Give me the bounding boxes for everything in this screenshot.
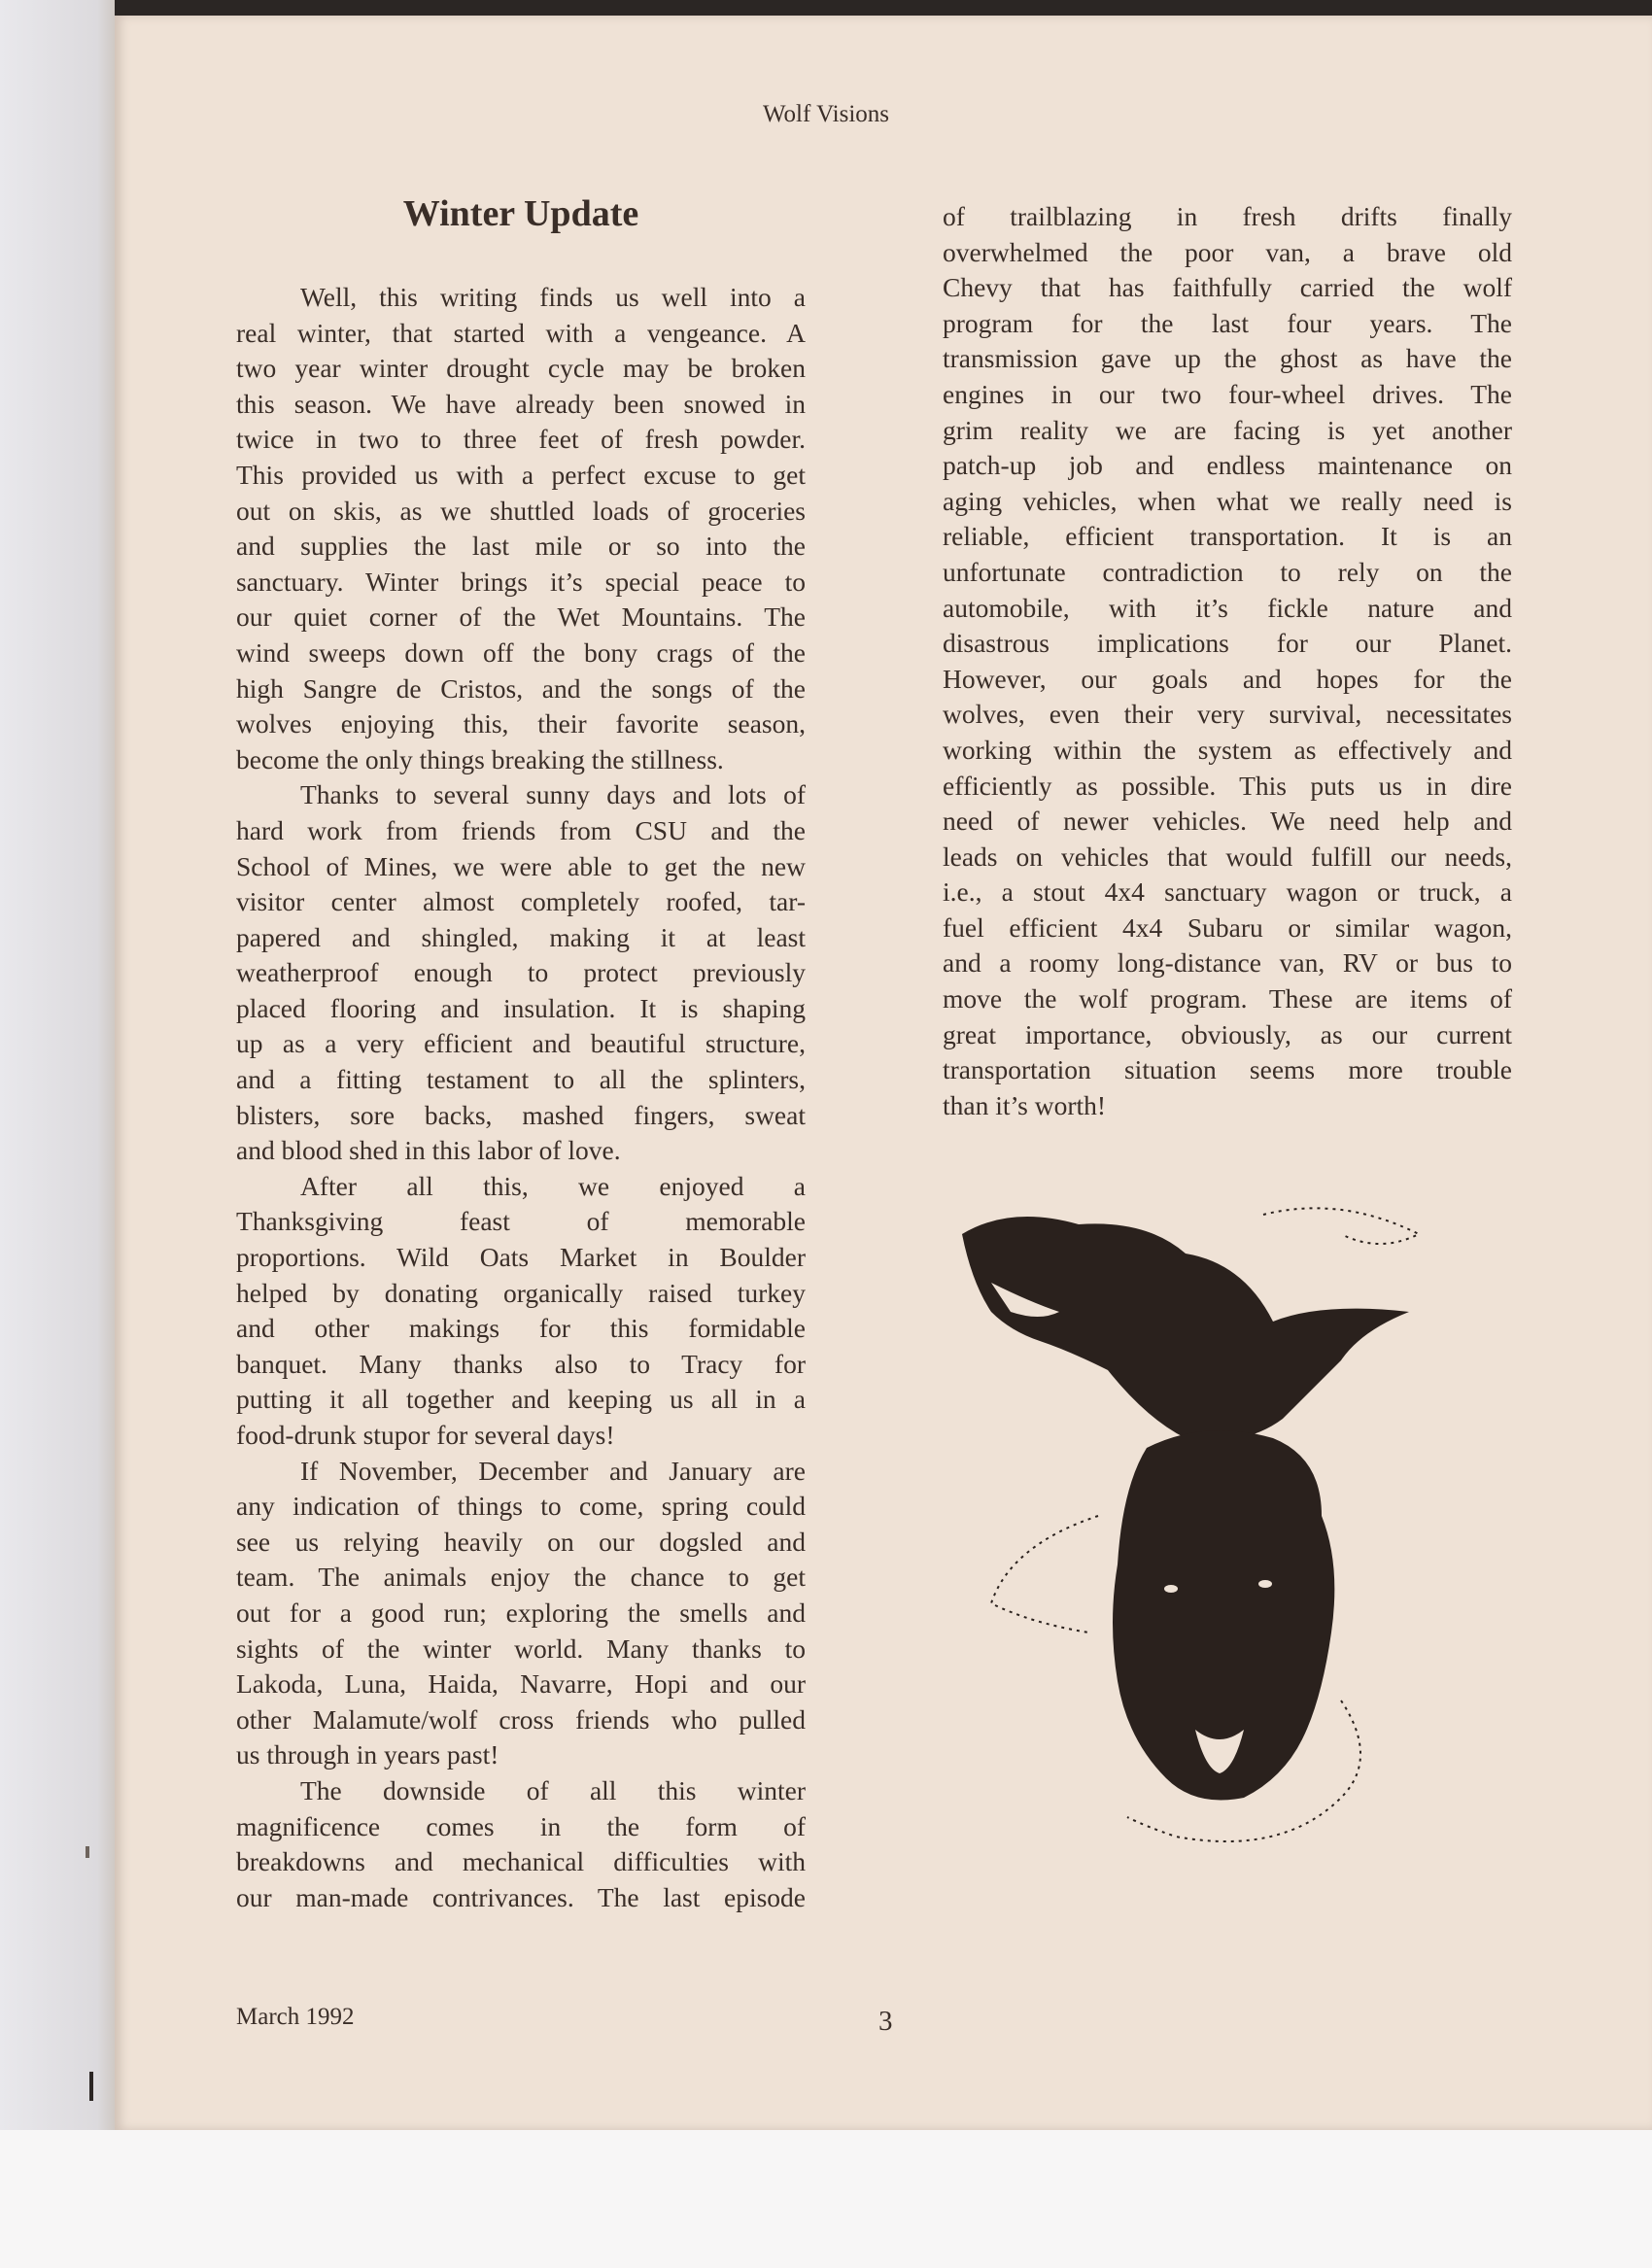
text-line: Well, this writing finds us well into a [300, 282, 806, 312]
text-line: engines in our two four-wheel drives. The [943, 378, 1512, 409]
paragraph [943, 199, 1512, 1123]
text-line: this season. We have already been snowed in [236, 388, 806, 419]
text-line: sanctuary. Winter brings it’s special peace to [236, 566, 806, 597]
text-line: wind sweeps down off the bony crags of the [236, 636, 806, 668]
text-line: great importance, obviously, as our current [943, 1018, 1512, 1049]
text-line: weatherproof enough to protect previously [236, 957, 806, 988]
text-line: Thanksgiving feast of memorable [236, 1206, 806, 1237]
article-column-right [943, 199, 1512, 1123]
text-line: School of Mines, we were able to get the new [236, 850, 806, 881]
running-header: Wolf Visions [762, 101, 890, 127]
scanner-bed [0, 2130, 1652, 2268]
paragraph [236, 777, 806, 1169]
text-line: disastrous implications for our Planet. [943, 628, 1512, 659]
text-line: up as a very efficient and beautiful structure, [236, 1028, 806, 1059]
text-line: Thanks to several sunny days and lots of [300, 779, 806, 810]
text-line: placed flooring and insulation. It is shaping [236, 992, 806, 1023]
text-line: become the only things breaking the stillness. [236, 743, 724, 774]
text-line: real winter, that started with a vengeance. A [236, 317, 806, 348]
paragraph [236, 280, 806, 777]
text-line: food-drunk stupor for several days! [236, 1420, 615, 1450]
text-line: out for a good run; exploring the smells and [236, 1597, 806, 1628]
text-line: move the wolf program. These are items of [943, 983, 1512, 1014]
text-line: putting it all together and keeping us all in a [236, 1384, 806, 1415]
text-line: and a fitting testament to all the splinters, [236, 1064, 806, 1095]
text-line: If November, December and January are [300, 1455, 806, 1486]
text-line: team. The animals enjoy the chance to get [236, 1562, 806, 1593]
text-line: visitor center almost completely roofed, tar- [236, 886, 806, 917]
text-line: us through in years past! [236, 1739, 499, 1770]
text-line: transmission gave up the ghost as have the [943, 343, 1512, 374]
text-line: wolves enjoying this, their favorite season, [236, 708, 806, 739]
text-line: leads on vehicles that would fulfill our needs, [943, 841, 1512, 872]
wolf-head-profile [962, 1217, 1409, 1441]
text-line: program for the last four years. The [943, 307, 1512, 338]
text-line: out on skis, as we shuttled loads of groceries [236, 495, 806, 526]
text-line: patch-up job and endless maintenance on [943, 450, 1512, 481]
text-line: Lakoda, Luna, Haida, Navarre, Hopi and our [236, 1668, 806, 1700]
text-line: proportions. Wild Oats Market in Boulder [236, 1242, 806, 1273]
wolf-illustration [952, 1195, 1535, 1905]
staple-mark [86, 1846, 89, 1858]
binding-mark [89, 2072, 93, 2101]
text-line: of trailblazing in fresh drifts finally [943, 201, 1512, 231]
text-line: reliable, efficient transportation. It is an [943, 521, 1512, 552]
text-line: However, our goals and hopes for the [943, 663, 1512, 694]
text-line: high Sangre de Cristos, and the songs of the [236, 672, 806, 704]
text-line: papered and shingled, making it at least [236, 921, 806, 952]
text-line: magnificence comes in the form of [236, 1810, 806, 1841]
text-line: need of newer vehicles. We need help and [943, 806, 1512, 837]
text-line: working within the system as effectively and [943, 734, 1512, 765]
text-line: efficiently as possible. This puts us in dire [943, 770, 1512, 801]
text-line: blisters, sore backs, mashed fingers, sweat [236, 1099, 806, 1130]
text-line: and other makings for this formidable [236, 1313, 806, 1344]
page-number: 3 [878, 2006, 893, 2037]
paragraph [236, 1169, 806, 1454]
issue-date: March 1992 [236, 2004, 355, 2030]
text-line: and supplies the last mile or so into the [236, 531, 806, 562]
paragraph [236, 1454, 806, 1773]
text-line: automobile, with it’s fickle nature and [943, 592, 1512, 623]
article-column-left [236, 280, 806, 1915]
text-line: This provided us with a perfect excuse to get [236, 459, 806, 490]
text-line: overwhelmed the poor van, a brave old [943, 236, 1512, 267]
text-line: any indication of things to come, spring could [236, 1491, 806, 1522]
text-line: our quiet corner of the Wet Mountains. The [236, 601, 806, 633]
text-line: wolves, even their very survival, necessitates [943, 699, 1512, 730]
text-line: other Malamute/wolf cross friends who pulled [236, 1703, 806, 1735]
text-line: The downside of all this winter [300, 1774, 806, 1805]
text-line: Chevy that has faithfully carried the wolf [943, 272, 1512, 303]
text-line: grim reality we are facing is yet another [943, 414, 1512, 445]
text-line: twice in two to three feet of fresh powder. [236, 424, 806, 455]
text-line: breakdowns and mechanical difficulties with [236, 1846, 806, 1877]
text-line: After all this, we enjoyed a [300, 1170, 806, 1201]
page-top-edge [115, 0, 1652, 16]
text-line: unfortunate contradiction to rely on the [943, 556, 1512, 587]
text-line: fuel efficient 4x4 Subaru or similar wagon, [943, 911, 1512, 943]
paragraph [236, 1773, 806, 1915]
text-line: transportation situation seems more trouble [943, 1054, 1512, 1085]
text-line: two year winter drought cycle may be broken [236, 353, 806, 384]
text-line: sights of the winter world. Many thanks to [236, 1632, 806, 1664]
text-line: and blood shed in this labor of love. [236, 1135, 621, 1166]
text-line: banquet. Many thanks also to Tracy for [236, 1348, 806, 1379]
scanner-margin [0, 0, 115, 2268]
text-line: hard work from friends from CSU and the [236, 814, 806, 845]
text-line: i.e., a stout 4x4 sanctuary wagon or truck, a [943, 876, 1512, 908]
text-line: and a roomy long-distance van, RV or bus to [943, 947, 1512, 979]
text-line: helped by donating organically raised turkey [236, 1277, 806, 1308]
text-line: aging vehicles, when what we really need is [943, 485, 1512, 516]
text-line: than it’s worth! [943, 1089, 1107, 1120]
article-title: Winter Update [402, 193, 639, 234]
text-line: see us relying heavily on our dogsled and [236, 1526, 806, 1557]
text-line: our man-made contrivances. The last episode [236, 1881, 806, 1912]
